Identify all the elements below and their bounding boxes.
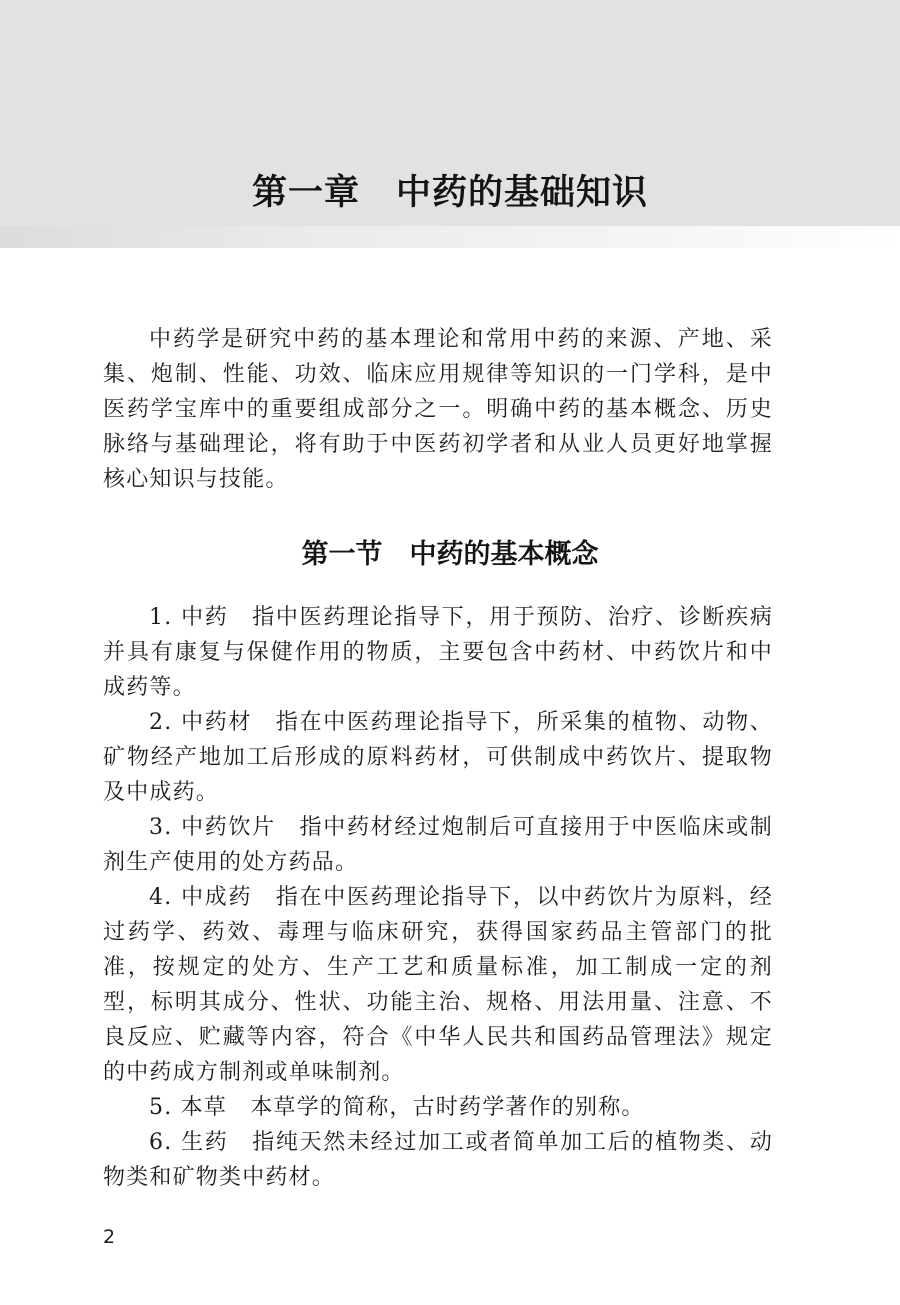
- definition-text: 指中医药理论指导下，用于预防、治疗、诊断疾病并具有康复与保健作用的物质，主要包含中药材、中药饮片和中成药等。: [103, 605, 774, 700]
- definition-text: 本草学的简称，古时药学著作的别称。: [250, 1095, 645, 1120]
- definition-text: 指中药材经过炮制后可直接用于中医临床或制剂生产使用的处方药品。: [103, 815, 773, 875]
- definition-item: [103, 705, 773, 810]
- definition-list: [103, 600, 773, 1195]
- definition-text: 指在中医药理论指导下，所采集的植物、动物、矿物经产地加工后形成的原料药材，可供制成中药饮片、提取物及中成药。: [103, 710, 774, 805]
- definition-item: [103, 880, 773, 1090]
- definition-term: 中药饮片: [181, 815, 276, 840]
- definition-text: 指在中医药理论指导下，以中药饮片为原料，经过药学、药效、毒理与临床研究，获得国家药品主管部门的批准，按规定的处方、生产工艺和质量标准，加工制成一定的剂型，标明其成分、性状、功能主治、规格、用法用量、注意、不良反应、贮藏等内容，符合《中华人民共和国药品管理法》规定的中药成方制剂或单味制剂。: [103, 885, 774, 1085]
- definition-text: 指纯天然未经过加工或者简单加工后的植物类、动物类和矿物类中药材。: [103, 1130, 774, 1190]
- definition-term: 中药材: [181, 710, 253, 735]
- definition-term: 本草: [180, 1095, 227, 1120]
- definition-term: 中成药: [181, 885, 253, 910]
- definition-item: [103, 1090, 773, 1125]
- definition-number: 2.: [149, 710, 182, 735]
- definition-number: 4.: [149, 885, 182, 910]
- definition-number: 3.: [149, 815, 182, 840]
- header-gradient-rule: [0, 226, 900, 248]
- chapter-title: 第一章 中药的基础知识: [251, 173, 648, 213]
- page-number: 2: [103, 1226, 116, 1248]
- intro-paragraph: 中药学是研究中药的基本理论和常用中药的来源、产地、采集、炮制、性能、功效、临床应用规律等知识的一门学科，是中医药学宝库中的重要组成部分之一。明确中药的基本概念、历史脉络与基础理论，将有助于中医药初学者和从业人员更好地掌握核心知识与技能。: [103, 327, 773, 492]
- section-title: 第一节 中药的基本概念: [301, 539, 599, 570]
- definition-item: [103, 1125, 773, 1195]
- definition-item: [103, 810, 773, 880]
- definition-item: [103, 600, 773, 705]
- definition-term: 生药: [181, 1130, 229, 1155]
- definition-number: 6.: [149, 1130, 182, 1155]
- definition-number: 1.: [149, 605, 182, 630]
- definition-term: 中药: [181, 605, 229, 630]
- definition-number: 5.: [149, 1095, 181, 1120]
